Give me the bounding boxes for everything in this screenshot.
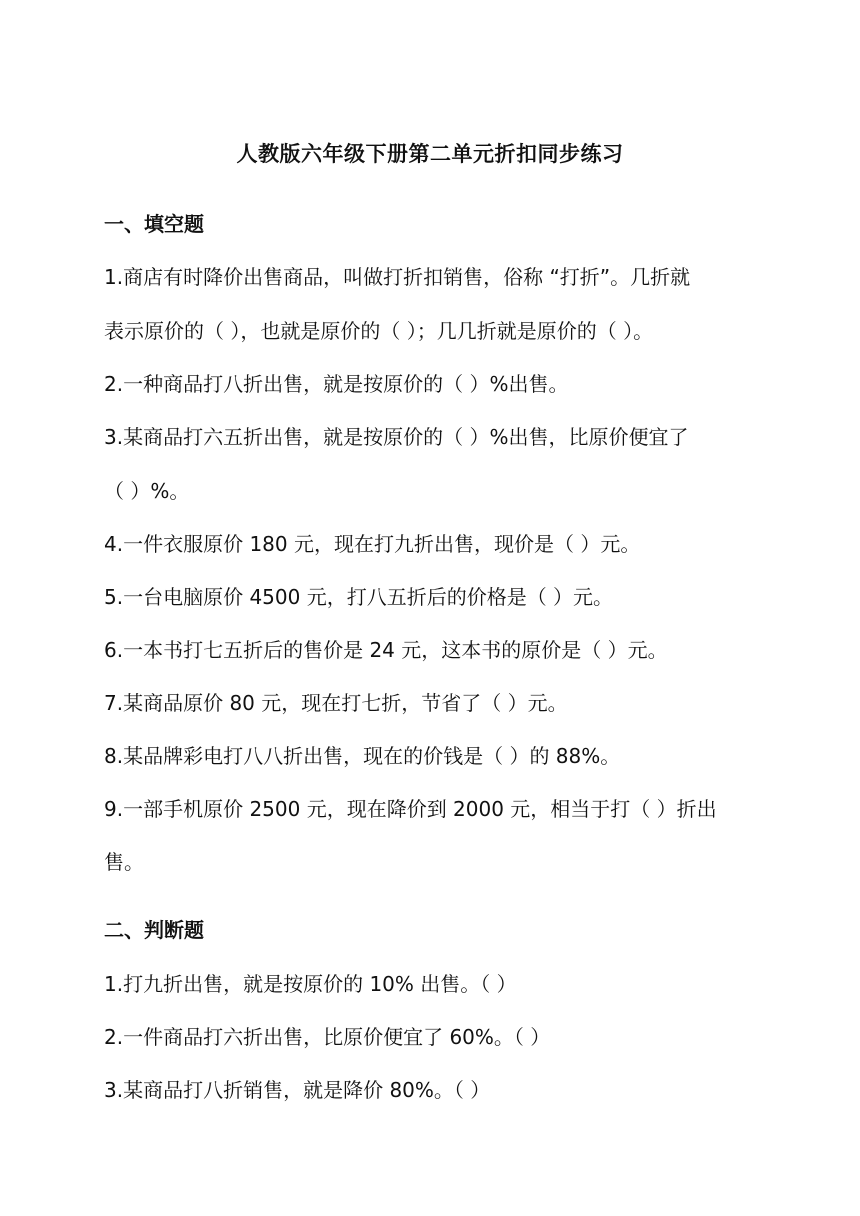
fill-blank-q7: 7.某商品原价 80 元，现在打七折，节省了（ ）元。 [104,691,568,715]
fill-blank-q9-line2: 售。 [104,850,144,874]
fill-blank-q3-line2: （ ）%。 [104,479,190,503]
fill-blank-q2: 2.一种商品打八折出售，就是按原价的（ ）%出售。 [104,372,569,396]
fill-blank-q1-line1: 1.商店有时降价出售商品，叫做打折扣销售，俗称 “打折”。几折就 [104,265,691,289]
fill-blank-q5: 5.一台电脑原价 4500 元，打八五折后的价格是（ ）元。 [104,585,614,609]
fill-blank-q3-line1: 3.某商品打六五折出售，就是按原价的（ ）%出售，比原价便宜了 [104,425,689,449]
fill-blank-q9-line1: 9.一部手机原价 2500 元，现在降价到 2000 元，相当于打（ ）折出 [104,797,717,821]
fill-blank-q1-line2: 表示原价的（ ），也就是原价的（ ）；几几折就是原价的（ ）。 [104,319,654,343]
true-false-q3: 3.某商品打八折销售，就是降价 80%。（ ） [104,1078,491,1102]
fill-blank-q4: 4.一件衣服原价 180 元，现在打九折出售，现价是（ ）元。 [104,532,641,556]
page-title: 人教版六年级下册第二单元折扣同步练习 [236,142,624,166]
fill-blank-q6: 6.一本书打七五折后的售价是 24 元，这本书的原价是（ ）元。 [104,638,668,662]
section-heading-fill-blank: 一、填空题 [104,212,204,236]
section-heading-true-false: 二、判断题 [104,918,204,942]
true-false-q1: 1.打九折出售，就是按原价的 10% 出售。（ ） [104,972,517,996]
fill-blank-q8: 8.某品牌彩电打八八折出售，现在的价钱是（ ）的 88%。 [104,744,621,768]
true-false-q2: 2.一件商品打六折出售，比原价便宜了 60%。（ ） [104,1025,551,1049]
